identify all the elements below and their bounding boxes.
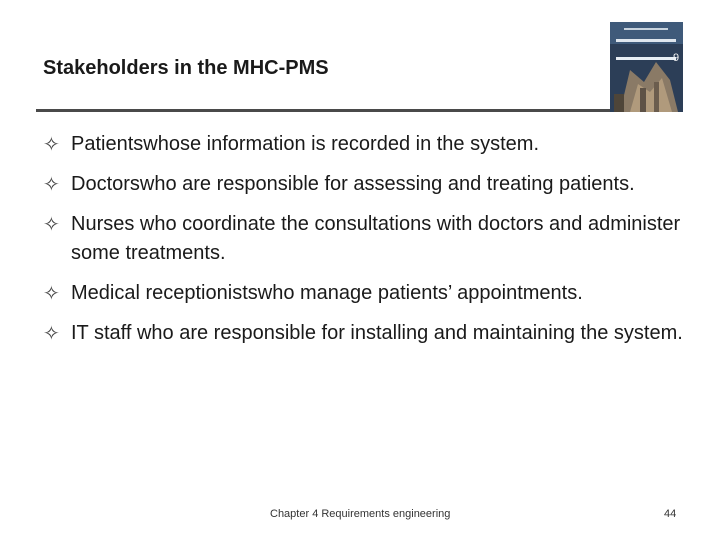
bullet-text: Doctorswho are responsible for assessing and treating patients.	[71, 173, 635, 195]
bullet-item	[43, 319, 693, 348]
bullet-marker-icon: ✧	[43, 212, 60, 236]
bullet-text: Medical receptionistswho manage patients’ appointments.	[71, 282, 583, 304]
book-cover-image	[610, 22, 683, 112]
slide-title: Stakeholders in the MHC-PMS	[43, 57, 329, 79]
edition-number: 9	[673, 52, 680, 64]
bullet-item	[43, 279, 693, 308]
bullet-text: IT staff who are responsible for installing and maintaining the system.	[71, 322, 683, 344]
bullet-marker-icon: ✧	[43, 132, 60, 156]
bullet-marker-icon: ✧	[43, 281, 60, 305]
bullet-text: Nurses who coordinate the consultations with doctors and administer some treatments.	[71, 213, 681, 264]
title-divider	[36, 109, 611, 112]
footer-chapter-label: Chapter 4 Requirements engineering	[270, 508, 451, 520]
bullet-item	[43, 210, 693, 268]
bullet-marker-icon: ✧	[43, 321, 60, 345]
book-cover-illustration	[610, 22, 683, 112]
bullet-item	[43, 170, 693, 199]
bullet-list	[43, 130, 693, 359]
bullet-marker-icon: ✧	[43, 172, 60, 196]
bullet-item	[43, 130, 693, 159]
bullet-text: Patientswhose information is recorded in the system.	[71, 133, 539, 155]
page-number: 44	[664, 508, 677, 520]
